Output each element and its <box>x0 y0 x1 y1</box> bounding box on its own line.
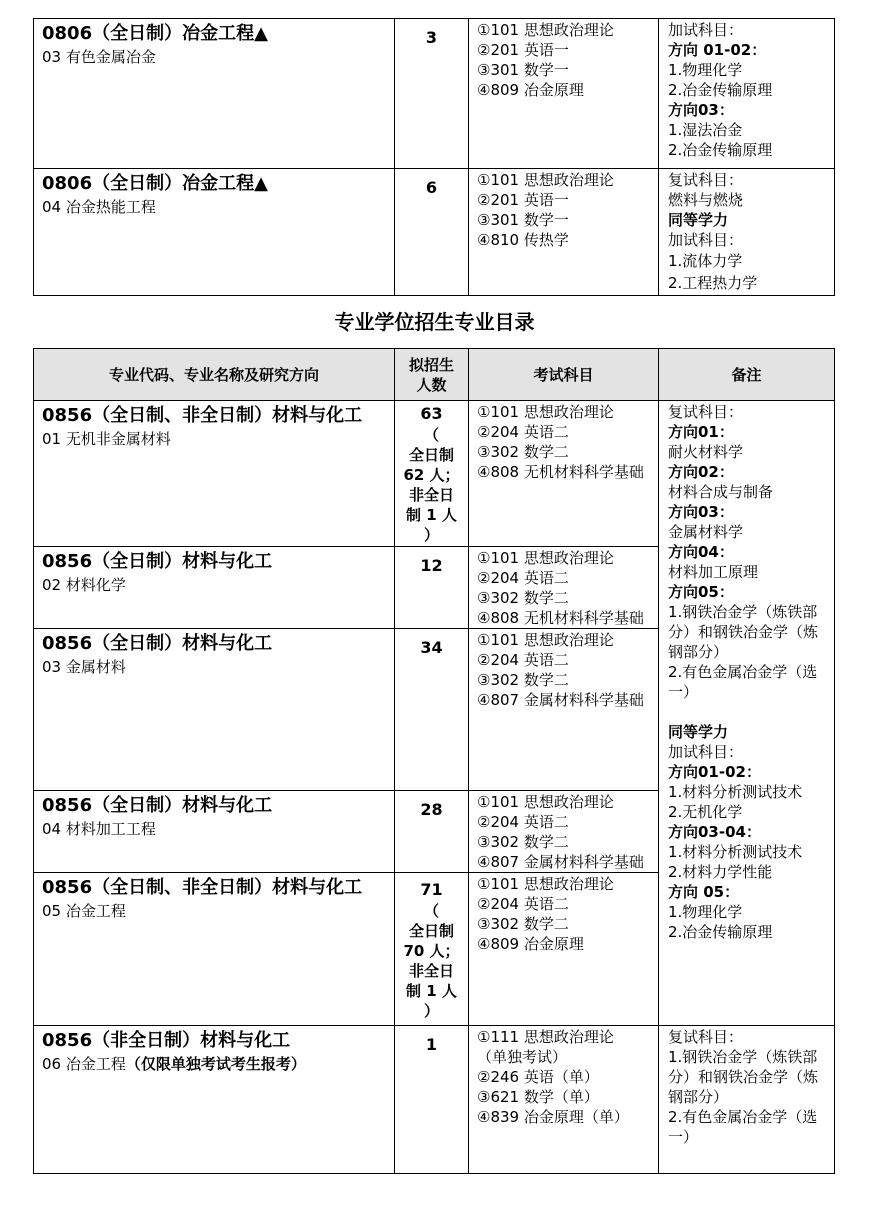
exam-subjects: ①101 思想政治理论 ②204 英语二 ③302 数学二 ④808 无机材料科学基础 <box>469 547 659 629</box>
program-direction: 03 金属材料 <box>42 658 126 676</box>
table-row <box>34 1026 835 1174</box>
exam-subjects: ①101 思想政治理论 ②204 英语二 ③302 数学二 ④809 冶金原理 <box>469 873 659 1026</box>
program-cell <box>34 791 395 873</box>
enrollment-count: 12 <box>395 547 469 629</box>
program-title: 0856（非全日制）材料与化工 <box>42 1030 291 1051</box>
program-direction: 06 冶金工程（仅限单独考试考生报考） <box>42 1055 306 1073</box>
program-title: 0856（全日制、非全日制）材料与化工 <box>42 877 363 898</box>
header-program: 专业代码、专业名称及研究方向 <box>34 349 395 401</box>
enrollment-count: 63 （ 全日制 62 人； 非全日 制 1 人 ） <box>395 401 469 547</box>
program-title: 0806（全日制）冶金工程▲ <box>42 173 268 194</box>
table-header-row <box>34 349 835 401</box>
program-cell <box>34 19 395 169</box>
program-direction: 04 材料加工工程 <box>42 820 156 838</box>
program-direction: 01 无机非金属材料 <box>42 430 171 448</box>
program-cell <box>34 629 395 791</box>
header-subjects: 考试科目 <box>469 349 659 401</box>
exam-subjects: ①101 思想政治理论 ②204 英语二 ③302 数学二 ④807 金属材料科学基础 <box>469 629 659 791</box>
remarks: 复试科目： 1.钢铁冶金学（炼铁部分）和钢铁冶金学（炼钢部分） 2.有色金属冶金学（选一） <box>659 1026 835 1174</box>
program-title: 0856（全日制）材料与化工 <box>42 795 273 816</box>
exam-subjects: ①101 思想政治理论 ②204 英语二 ③302 数学二 ④807 金属材料科学基础 <box>469 791 659 873</box>
program-cell <box>34 547 395 629</box>
program-cell <box>34 169 395 296</box>
program-direction: 02 材料化学 <box>42 576 126 594</box>
exam-subjects: ①101 思想政治理论 ②201 英语一 ③301 数学一 ④810 传热学 <box>469 169 659 296</box>
exam-subjects: ①111 思想政治理论 （单独考试） ②246 英语（单） ③621 数学（单） ④839 冶金原理（单） <box>469 1026 659 1174</box>
merged-remarks: 复试科目： 方向01： 耐火材料学 方向02： 材料合成与制备 方向03： 金属材料学 方向04： 材料加工原理 方向05： 1.钢铁冶金学（炼铁部分）和钢铁冶金学（炼钢部分） 2.有色金属冶金学（选一） 同等学力 加试科目： 方向01-02： 1.材料分析测试技术 2.无机化学 方向03-04： 1.材料分析测试技术 2.材料力学性能 方向 05： 1.物理化学 2.冶金传输原理 <box>659 401 835 1026</box>
header-notes: 备注 <box>659 349 835 401</box>
enrollment-count: 34 <box>395 629 469 791</box>
program-title: 0806（全日制）冶金工程▲ <box>42 23 268 44</box>
program-title: 0856（全日制）材料与化工 <box>42 633 273 654</box>
program-cell <box>34 1026 395 1174</box>
top-program-table <box>33 18 835 296</box>
enrollment-count: 1 <box>395 1026 469 1174</box>
program-title: 0856（全日制、非全日制）材料与化工 <box>42 405 363 426</box>
header-count: 拟招生 人数 <box>395 349 469 401</box>
enrollment-count: 28 <box>395 791 469 873</box>
table-row <box>34 169 835 296</box>
enrollment-count: 71 （ 全日制 70 人； 非全日 制 1 人 ） <box>395 873 469 1026</box>
program-cell <box>34 873 395 1026</box>
section-title: 专业学位招生专业目录 <box>334 310 535 334</box>
remarks: 复试科目： 燃料与燃烧 同等学力 加试科目： 1.流体力学 2.工程热力学 <box>659 169 835 296</box>
enrollment-count: 6 <box>395 169 469 296</box>
program-direction: 05 冶金工程 <box>42 902 126 920</box>
program-direction: 04 冶金热能工程 <box>42 198 156 216</box>
remarks: 加试科目： 方向 01-02： 1.物理化学 2.冶金传输原理 方向03： 1.湿法冶金 2.冶金传输原理 <box>659 19 835 169</box>
enrollment-count: 3 <box>395 19 469 169</box>
program-title: 0856（全日制）材料与化工 <box>42 551 273 572</box>
table-row <box>34 401 835 547</box>
exam-subjects: ①101 思想政治理论 ②201 英语一 ③301 数学一 ④809 冶金原理 <box>469 19 659 169</box>
program-direction: 03 有色金属冶金 <box>42 48 156 66</box>
table-row <box>34 19 835 169</box>
professional-degree-table <box>33 348 835 1174</box>
exam-subjects: ①101 思想政治理论 ②204 英语二 ③302 数学二 ④808 无机材料科学基础 <box>469 401 659 547</box>
program-cell <box>34 401 395 547</box>
